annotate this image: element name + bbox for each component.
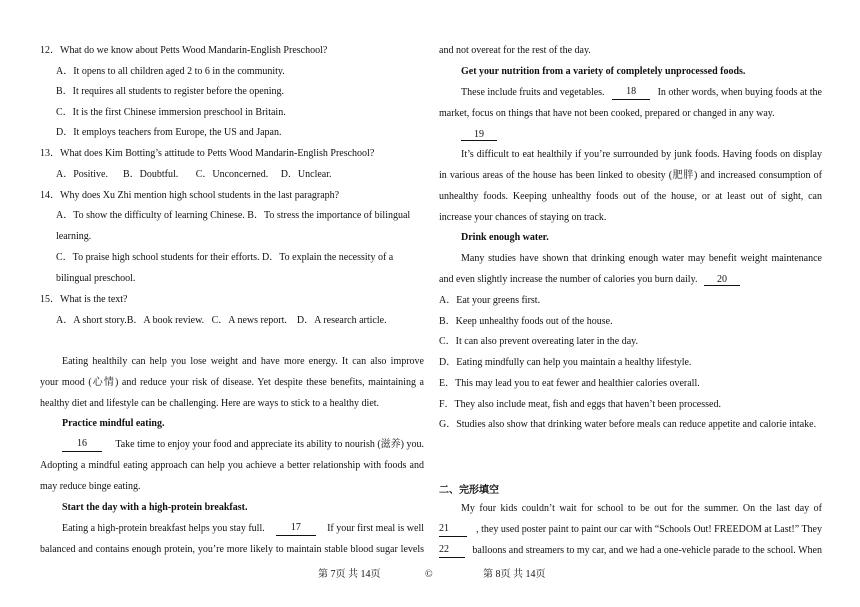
heading-drink-water: Drink enough water. [461,232,549,243]
blank-21[interactable]: 21 [439,523,467,537]
passage-p2-line3: may reduce binge eating. [40,481,141,492]
q14-options-cd: C．To praise high school students for their efforts. D．To explain the necessity of a [56,252,394,263]
passage-r9-pre: and even slightly increase the number of calories you burn daily. [439,274,698,285]
q12-option-a: A．It opens to all children aged 2 to 6 in the community. [56,66,285,77]
passage-r8: Many studies have shown that drinking enough water may benefit weight maintenance [461,253,822,264]
blank-17[interactable]: 17 [276,522,316,536]
passage-p3-line2: balanced and contains enough protein, you’re more likely to maintain stable blood sugar levels [40,544,424,555]
option-a: A．Eat your greens first. [439,295,541,306]
cloze-line1: My four kids couldn’t wait for school to be out for the summer. On the last day of [461,503,822,514]
passage-p3-line1-post: If your first meal is well [327,523,424,534]
q13-options: A．Positive. B．Doubtful. C．Unconcerned. D．Unclear. [56,169,332,180]
option-e: E．This may lead you to eat fewer and healthier calories overall. [439,378,700,389]
option-d: D．Eating mindfully can help you maintain a healthy lifestyle. [439,357,692,368]
cloze-line3 [439,544,822,558]
passage-r4: It’s difficult to eat healthily if you’re surrounded by junk foods. Having foods on display [461,149,822,160]
section-title-cloze: 二、完形填空 [439,485,499,496]
passage-r2-post: In other words, when buying foods at the [657,87,822,98]
passage-p3-line1-pre: Eating a high-protein breakfast helps you stay full. [62,523,265,534]
blank-20[interactable]: 20 [704,274,740,286]
option-g: G．Studies also show that drinking water before meals can reduce appetite and calorie intake. [439,419,817,430]
passage-r1: and not overeat for the rest of the day. [439,45,591,56]
passage-p1-line1: Eating healthily can help you lose weight and have more energy. It can also improve [62,356,424,367]
passage-p1-line3: healthy diet and lifestyle can be challenging. Here are ways to stick to a healthy diet. [40,398,380,409]
q12-option-b: B．It requires all students to register before the opening. [56,86,284,97]
passage-r2 [461,86,822,100]
page-number-left: 第 7页 共 14页 [318,569,381,580]
option-f: F．They also include meat, fish and eggs that haven’t been processed. [439,399,721,410]
question-15: 15．What is the text? [40,294,128,305]
q12-option-d: D．It employs teachers from Europe, the US and Japan. [56,127,282,138]
heading-high-protein: Start the day with a high-protein breakfast. [62,502,248,513]
passage-r6: unhealthy foods. Keeping unhealthy foods out of the house, or at least out of sight, can [439,191,822,202]
passage-p1-line2: your mood (心情) and reduce your risk of disease. Yet despite these benefits, maintaining a [40,377,424,388]
cloze-line2 [439,523,822,537]
passage-p2-line1-text: Take time to enjoy your food and appreciate its ability to nourish (滋养) you. [115,439,424,450]
blank-16[interactable]: 16 [62,438,102,452]
passage-r2-pre: These include fruits and vegetables. [461,87,605,98]
blank-18[interactable]: 18 [612,86,650,100]
option-c: C．It can also prevent overeating later in the day. [439,336,638,347]
passage-r5: in various areas of the house has been linked to obesity (肥胖) and increased consumption of [439,170,822,181]
question-12: 12．What do we know about Petts Wood Mandarin-English Preschool? [40,45,328,56]
q14-options-cd-cont: bilingual preschool. [56,273,136,284]
q15-options: A．A short story.B．A book review. C．A news report. D．A research article. [56,315,387,326]
q14-options-ab: A．To show the difficulty of learning Chinese. B．To stress the importance of bilingual [56,210,411,221]
question-14: 14．Why does Xu Zhi mention high school students in the last paragraph? [40,190,340,201]
passage-r3: market, focus on things that have not been cooked, prepared or changed in any way. [439,108,775,119]
q14-options-ab-cont: learning. [56,231,92,242]
page-number-right: 第 8页 共 14页 [483,569,546,580]
option-b: B．Keep unhealthy foods out of the house. [439,316,613,327]
passage-p2-line2: Adopting a mindful eating approach can help you achieve a better relationship with foods and [40,460,424,471]
passage-p3-line1 [62,522,424,536]
blank-22[interactable]: 22 [439,544,465,558]
copyright-mark: © [425,569,433,580]
passage-p2-line1 [62,438,424,452]
passage-r9 [439,273,740,287]
passage-r7: increase your chances of staying on track. [439,212,607,223]
q12-option-c: C．It is the first Chinese immersion preschool in Britain. [56,107,286,118]
blank-19-line [461,128,497,142]
cloze-line3-text: balloons and streamers to my car, and we had a one-vehicle parade to the school. When [472,545,822,556]
heading-unprocessed-foods: Get your nutrition from a variety of completely unprocessed foods. [461,66,746,77]
heading-mindful-eating: Practice mindful eating. [62,418,165,429]
cloze-line2-text: , they used poster paint to paint our car with “Schools Out! FREEDOM at Last!” They [476,524,822,535]
blank-19[interactable]: 19 [461,129,497,141]
question-13: 13．What does Kim Botting’s attitude to Petts Wood Mandarin-English Preschool? [40,148,375,159]
